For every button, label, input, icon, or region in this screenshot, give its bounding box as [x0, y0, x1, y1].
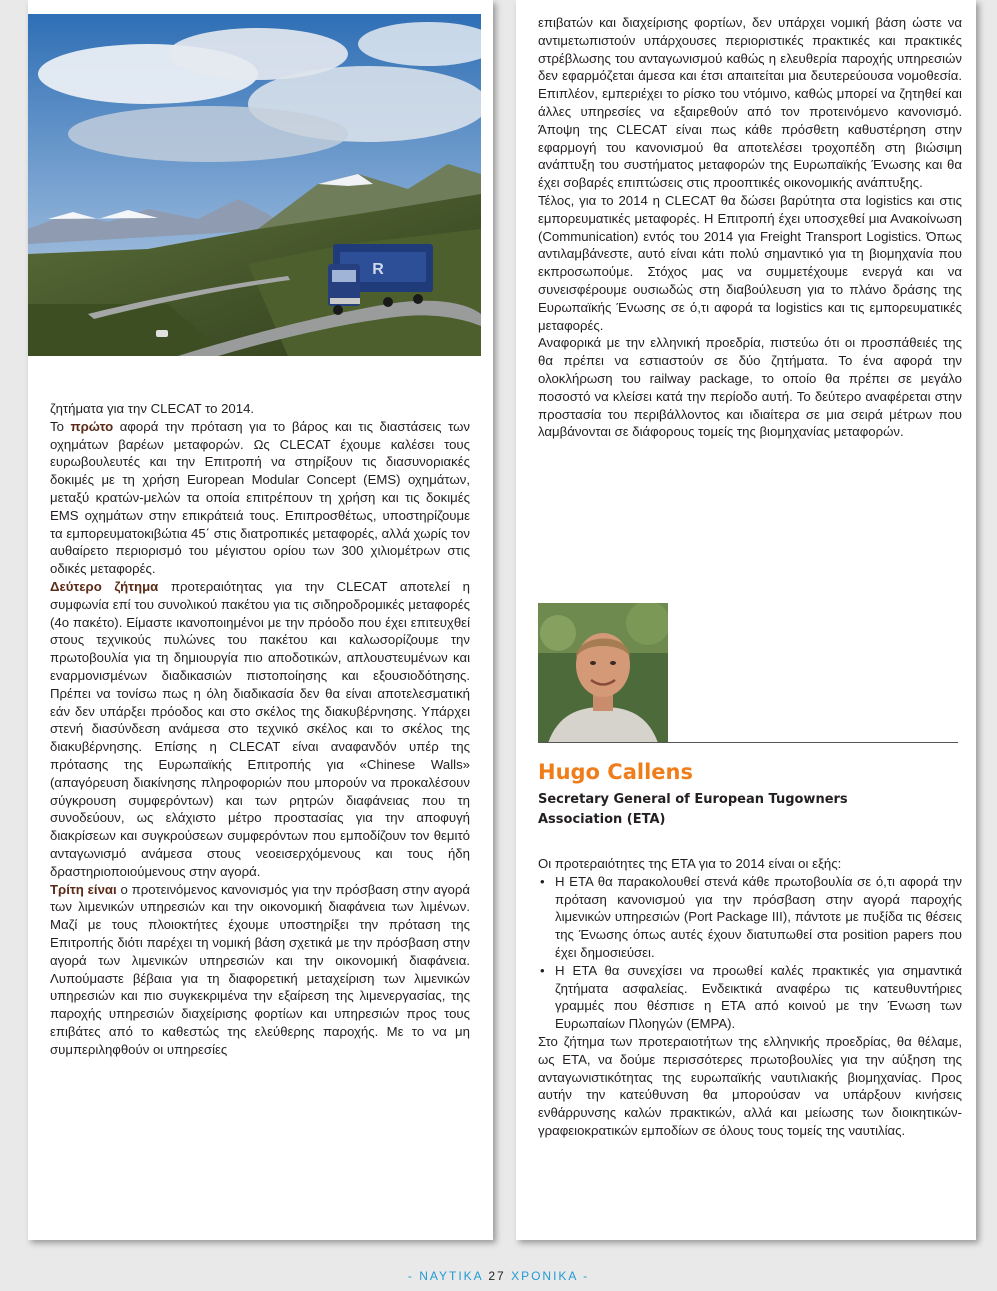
- page-footer: - ΝΑΥΤΙΚΑ 27 ΧΡΟΝΙΚΑ -: [407, 1269, 590, 1283]
- paragraph: Το πρώτο αφορά την πρόταση για το βάρος και τις διαστάσεις των οχημάτων βαρέων μεταφορών. Ως CLECAT έχουμε καλέσει τους ευρωβουλευτές και την Επιτροπή να στηρίξουν τις διασυνοριακές δοκιμές με τη χρήση European Modular Concept (EMS) οχημάτων, μεταξύ κρατών-μελών τα οποία επιτρέπουν τη χρήση και τις δοκιμές EMS οχημάτων στην επικράτειά τους. Επιπροσθέτως, υποστηρίζουμε τα εμπορευματοκιβώτια 45΄ στις διατροπικές μεταφορές, αλλά χωρίς τον αυθαίρετο περιορισμό του μέγιστου ορίου των 300 χιλιομέτρων στις οδικές μεταφορές.: [50, 418, 471, 577]
- lead-term: Τρίτη είναι: [50, 881, 117, 897]
- lead-term: Δεύτερο ζήτημα: [50, 578, 159, 594]
- page-number: 27: [488, 1269, 506, 1283]
- paragraph: Τρίτη είναι ο προτεινόμενος κανονισμός για την πρόσβαση στην αγορά των λιμενικών υπηρεσιών και την οικονομική διαφάνεια των λιμένων. Μαζί με τους πλοιοκτήτες έχουμε υποστηρίξει την πρόταση της Επιτροπής διότι παρέχει τη νομική βάση σχετικά με την πρόσβαση στην αγορά των λιμενικών υπηρεσιών και την οικονομική διαφάνεια. Λυπούμαστε βέβαια για τη διαφορετική μεταχείριση των λιμενικών υπηρεσιών και πιο συγκεκριμένα την εξαίρεση της λιμενεργασίας, της παροχής υπηρεσιών διαχείρισης φορτίων και υπηρεσιών προς τους επιβάτες από το καθεστώς της ελεύθερης παροχής. Με το να μη συμπεριληφθούν οι υπηρεσίες: [50, 881, 471, 1057]
- list-item: • Η ETA θα παρακολουθεί στενά κάθε πρωτοβουλία σε ό,τι αφορά την πρόταση κανονισμού για την πρόσβαση στην αγορά παροχής λιμενικών υπηρεσιών (Port Package III), πάντοτε με πυξίδα τις θέσεις της Ένωσης όπως αυτές έχουν διατυπωθεί στα position papers που έχει δημοσιεύσει.: [538, 873, 962, 962]
- right-column: [516, 0, 976, 1240]
- left-column: [28, 0, 493, 1240]
- paragraph: Στο ζήτημα των προτεραιοτήτων της ελληνικής προεδρίας, θα θέλαμε, ως ETA, να δούμε περισσότερες πρωτοβουλίες για την αύξηση της ανταγωνιστικότητας της ευρωπαϊκής ναυτιλιακής βιομηχανίας. Προς αυτήν την κατεύθυνση θα μπορούσαν να υπάρξουν κινήσεις ενθάρρυνσης καλών πρακτικών, αλλά και μείωσης των διοικητικών-γραφειοκρατικών εμποδίων σε όλους τους τομείς της ναυτιλίας.: [538, 1033, 962, 1138]
- priority-list: [538, 873, 962, 1033]
- hugo-callens-portrait: [538, 603, 668, 743]
- profile-role: Secretary General of European Tugowners Association (ETA): [538, 792, 848, 827]
- svg-text:R: R: [372, 261, 384, 278]
- section-divider: [538, 742, 958, 743]
- intro-text: Οι προτεραιότητες της ETA για το 2014 είναι οι εξής:: [538, 856, 842, 871]
- paragraph: ζητήματα για την CLECAT το 2014.: [50, 401, 255, 416]
- right-article-text: [538, 14, 962, 441]
- paragraph: Τέλος, για το 2014 η CLECAT θα δώσει βαρύτητα στα logistics και στις εμπορευματικές μεταφορές. Η Επιτροπή έχει υποσχεθεί μια Ανακοίνωση (Communication) εντός του 2014 για Freight Transport Logistics. Όπως αντιλαμβάνεστε, αυτό είναι κάτι πολύ σημαντικό για τη βιομηχανία που εκπροσωπούμε. Στόχος μας να συμμετέχουμε ενεργά και να συνεισφέρουμε ουσιωδώς στη διαβούλευση για το πλάνο δράσης της Ευρωπαϊκής Ένωσης σε ό,τι αφορά τα logistics και τις εμπορευματικές μεταφορές.: [538, 192, 962, 333]
- paragraph: Δεύτερο ζήτημα προτεραιότητας για την CLECAT αποτελεί η συμφωνία επί του συνολικού πακέτου για τις σιδηροδρομικές μεταφορές (4ο πακέτο). Είμαστε ικανοποιημένοι με την πρόοδο που έχει επιτευχθεί στους τεχνικούς πυλώνες του πακέτου και καλωσορίζουμε την πρωτοβουλία για τη δημιουργία πιο αποδοτικών, απλουστευμένων και εναρμονισμένων διαδικασιών πιστοποίησης και εξουσιοδότησης. Πρέπει να τονίσω πως η όλη διαδικασία δεν θα είναι αποτελεσματική εάν δεν υπάρξει πρόοδος και στο σκέλος της διακυβέρνησης. Υπάρχει στενή διασύνδεση ανάμεσα στο τεχνικό σκέλος και το σκέλος της διακυβέρνησης. Επίσης η CLECAT είναι αναφανδόν υπέρ της πρότασης της Ευρωπαϊκής Επιτροπής για «Chinese Walls» (απαγόρευση διακίνησης πληροφοριών που μπορούν να προκαλέσουν σύγκρουση συμφερόντων) και των ρητρών διαφάνειας που τη συνοδεύουν, ως ελάχιστο μέτρο προστασίας για την αποφυγή διακρίσεων και συγκρούσεων συμφερόντων που εμποδίζουν τον θεμιτό ανταγωνισμό ανάμεσα στους νεοεισερχόμενους και τους ήδη δραστηριοποιούμενους στην αγορά.: [50, 578, 470, 879]
- list-item: • Η ETA θα συνεχίσει να προωθεί καλές πρακτικές για σημαντικά ζητήματα ασφαλείας. Ενδεικτικά αναφέρω τις κατευθυντήριες γραμμές που θέσπισε η ETA από κοινού με την Ένωση των Ευρωπαίων Πλοηγών (EMPA).: [538, 962, 962, 1033]
- paragraph: επιβατών και διαχείρισης φορτίων, δεν υπάρχει νομική βάση ώστε να αντιμετωπιστούν υπάρχουσες περιοριστικές πρακτικές και πρακτικές στρέβλωσης του ανταγωνισμού καθώς η ελευθερία παροχής υπηρεσιών δεν εφαρμόζεται άμεσα και έτσι απαιτείται μια δευτερεύουσα νομοθεσία. Επιπλέον, εμπεριέχει το ρίσκο του ντόμινο, καθώς μπορεί να ζητηθεί και άλλες υπηρεσίες να εξαιρεθούν από τον προτεινόμενο κανονισμό. Άποψη της CLECAT είναι πως κάθε πρόσθετη καθυστέρηση στην εφαρμογή του κανονισμού θα αποτελέσει τροχοπέδη στη βιώσιμη ανάπτυξη του συστήματος μεταφορών της Ευρωπαϊκής Ένωσης και θα έχει σοβαρές επιπτώσεις στις προοπτικές οικονομικής ανάπτυξης.: [538, 15, 962, 191]
- truck-photo: [28, 14, 481, 356]
- profile-name: Hugo Callens: [538, 760, 693, 784]
- eta-priorities: [538, 855, 962, 1140]
- paragraph: Αναφορικά με την ελληνική προεδρία, πιστεύω ότι οι προσπάθειές της θα πρέπει να εστιαστούν σε δύο ζητήματα. Το ένα αφορά την ολοκλήρωση του railway package, το οποίο θα πρέπει σε μεγάλο ποσοστό να κλείσει κατά την περίοδο αυτή. Το δεύτερο αναφέρεται στην προστασία του περιβάλλοντος και ιδιαίτερα σε μια σειρά μέτρων που λαμβάνονται σε διάφορους τομείς της βιομηχανίας μεταφορών.: [538, 335, 962, 440]
- magazine-name-part-2: ΧΡΟΝΙΚΑ: [511, 1269, 578, 1283]
- lead-term: πρώτο: [70, 418, 114, 434]
- magazine-name-part-1: ΝΑΥΤΙΚΑ: [419, 1269, 484, 1283]
- left-article-text: [50, 400, 470, 1058]
